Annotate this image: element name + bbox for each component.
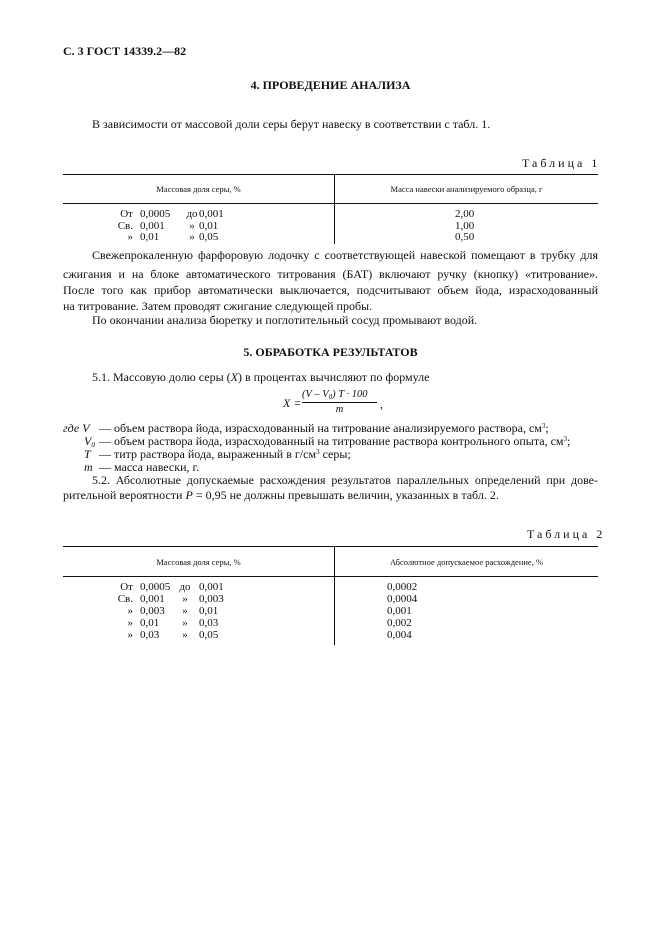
table-2-header-rule: [63, 576, 598, 577]
cell-from: 0,003: [140, 605, 165, 617]
definition-symbol: $V_0$: [84, 434, 95, 449]
definition-text: — объем раствора йода, израсходованный на титрование анализируемого раствора, $см^3$;: [99, 421, 549, 435]
table-1-top-rule: [63, 174, 598, 175]
cell-value: 2,00: [455, 208, 475, 220]
cell-value: 0,0004: [387, 593, 418, 605]
cell-prefix: Св.: [117, 593, 133, 605]
formula-fraction-bar: [302, 402, 377, 403]
cell-to: 0,003: [199, 593, 224, 605]
cell-value: 1,00: [455, 220, 475, 232]
formula-comma: ,: [380, 397, 383, 411]
cell-to: 0,05: [199, 231, 219, 243]
cell-from: 0,001: [140, 593, 165, 605]
paragraph-line: на титрование. Затем проводят сжигание следующей пробы.: [63, 299, 373, 313]
cell-sep: »: [182, 593, 188, 605]
cell-sep: до: [186, 208, 198, 220]
table-2-col2-header: Абсолютное допускаемое расхождение, %: [389, 557, 544, 567]
cell-to: 0,001: [199, 581, 224, 593]
section-4-title: 4. ПРОВЕДЕНИЕ АНАЛИЗА: [250, 78, 411, 92]
cell-to: 0,01: [199, 605, 219, 617]
cell-to: 0,03: [199, 617, 219, 629]
table-1-col2-header: Масса навески анализируемого образца, г: [390, 184, 543, 194]
formula-lhs: X =: [283, 396, 302, 410]
cell-from: 0,01: [140, 231, 160, 243]
cell-value: 0,001: [387, 605, 412, 617]
cell-prefix: »: [127, 605, 133, 617]
cell-sep: »: [182, 629, 188, 641]
table-1-header-rule: [63, 203, 598, 204]
formula-denominator: m: [335, 404, 344, 415]
paragraph-line: сжигания и на блоке автоматического титрования (БАТ) включают ручку (кнопку) «титрование».: [63, 267, 598, 281]
cell-prefix: От: [120, 581, 133, 593]
definition-symbol: T: [84, 447, 91, 461]
table-2-top-rule: [63, 546, 598, 547]
cell-sep: »: [182, 617, 188, 629]
table-2-label: Таблица 2: [527, 527, 606, 541]
definition-text: — титр раствора йода, выраженный в $г/см^3$ серы;: [99, 447, 351, 461]
cell-sep: до: [179, 581, 191, 593]
cell-sep: »: [182, 605, 188, 617]
paragraph-line: 5.2. Абсолютные допускаемые расхождения результатов параллельных определений при дове-: [92, 473, 598, 487]
cell-value: 0,0002: [387, 581, 418, 593]
paragraph-line: Свежепрокаленную фарфоровую лодочку с соответствующей навеской помещают в трубку для: [92, 248, 598, 262]
rinse-paragraph: По окончании анализа бюретку и поглотительный сосуд промывают водой.: [92, 313, 478, 327]
cell-from: 0,0005: [140, 208, 171, 220]
cell-from: 0,03: [140, 629, 160, 641]
page-header: С. 3 ГОСТ 14339.2—82: [63, 44, 187, 58]
cell-prefix: »: [127, 629, 133, 641]
table-1-col1-header: Массовая доля серы, %: [156, 184, 241, 194]
cell-sep: »: [189, 231, 195, 243]
cell-prefix: »: [127, 617, 133, 629]
section-4-intro: В зависимости от массовой доли серы берут навеску в соответствии с табл. 1.: [92, 117, 491, 131]
cell-to: 0,05: [199, 629, 219, 641]
cell-to: 0,001: [199, 208, 224, 220]
cell-to: 0,01: [199, 220, 219, 232]
cell-prefix: »: [127, 231, 133, 243]
cell-from: 0,001: [140, 220, 165, 232]
definition-symbol: где V: [63, 421, 90, 435]
cell-from: 0,01: [140, 617, 160, 629]
paragraph-line: рительной вероятности P = 0,95 не должны превышать величин, указанных в табл. 2.: [63, 488, 499, 502]
cell-value: 0,002: [387, 617, 412, 629]
definition-text: — масса навески, г.: [99, 460, 200, 474]
paragraph-line: После того как прибор автоматически выключается, подсчитывают объем йода, израсходованный: [63, 283, 598, 297]
table-2-col1-header: Массовая доля серы, %: [156, 557, 241, 567]
clause-5-1: 5.1. Массовую долю серы (X) в процентах вычисляют по формуле: [92, 370, 430, 384]
formula-numerator: $(V - V_0)$ T · 100: [302, 389, 368, 401]
cell-value: 0,004: [387, 629, 412, 641]
section-5-title: 5. ОБРАБОТКА РЕЗУЛЬТАТОВ: [243, 345, 418, 359]
definition-text: — объем раствора йода, израсходованный на титрование раствора контрольного опыта, $см^3$;: [99, 434, 571, 448]
cell-prefix: От: [120, 208, 133, 220]
cell-prefix: Св.: [117, 220, 133, 232]
table-1-label: Таблица 1: [522, 156, 601, 170]
cell-value: 0,50: [455, 231, 475, 243]
cell-sep: »: [189, 220, 195, 232]
definition-symbol: m: [84, 460, 93, 474]
cell-from: 0,0005: [140, 581, 171, 593]
